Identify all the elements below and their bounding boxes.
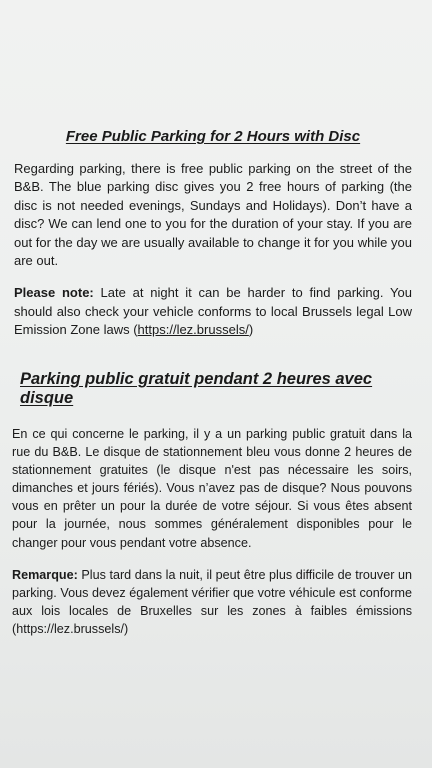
remark-text: Plus tard dans la nuit, il peut être plus difficile de trouver un parking. Vous devez également vérifier que votre véhicule est conforme aux lois locales de Bruxelles sur les zones à faibles émissions (https://lez.brussels/) (12, 567, 412, 636)
note-text: Late at night it can be harder to find parking. You should also check your vehicle conforms to local Brussels legal Low Emission Zone laws ( (14, 285, 412, 338)
note-end: ) (248, 322, 254, 338)
english-parking-paragraph: Regarding parking, there is free public parking on the street of the B&B. The blue parking disc gives you 2 free hours of parking (the disc is not needed evenings, Sundays and Holidays). Don’t have a disc? We can lend one to you for the duration of your stay. If you are out for the day we are usually available to change it for you while you are out. (14, 161, 412, 269)
lez-link[interactable]: https://lez.brussels/ (137, 322, 249, 338)
english-section (14, 128, 412, 354)
french-section (12, 370, 412, 652)
remark-label: Remarque: (12, 567, 78, 582)
french-parking-paragraph: En ce qui concerne le parking, il y a un parking public gratuit dans la rue du B&B. Le disque de stationnement bleu vous donne 2 heures de stationnement gratuites (le disque n'est pas nécessaire les soirs, dimanches et jours fériés). Vous n’avez pas de disque? Nous pouvons vous en prêter un pour la durée de votre séjour. Si vous êtes absent pour la journée, nous sommes généralement disponibles pour le changer pour vous pendant votre absence. (12, 427, 412, 550)
english-title: Free Public Parking for 2 Hours with Disc (65, 128, 361, 145)
french-title: Parking public gratuit pendant 2 heures avec disque (20, 370, 373, 407)
french-remark-paragraph (12, 566, 412, 638)
note-label: Please note: (14, 285, 94, 301)
english-note-paragraph (14, 284, 412, 339)
